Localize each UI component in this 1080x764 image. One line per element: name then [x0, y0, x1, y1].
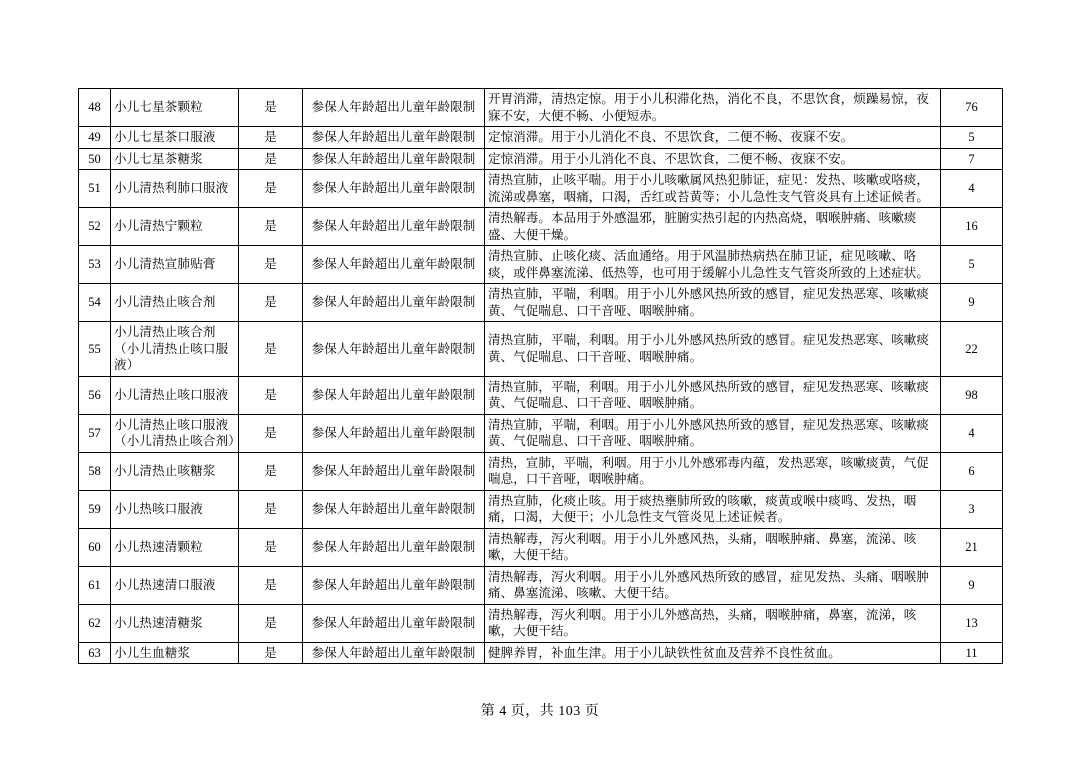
- indication-text: 清热解毒，泻火利咽。用于小儿外感风热所致的感冒，症见发热、头痛、咽喉肿痛、鼻塞流涕、咳嗽、大便干结。: [485, 566, 941, 604]
- restriction-scope: 参保人年龄超出儿童年龄限制: [303, 127, 485, 149]
- indication-text: 清热解毒。本品用于外感温邪，脏腑实热引起的内热高烧，咽喉肿痛、咳嗽痰盛、大便干燥。: [485, 208, 941, 246]
- restriction-scope: 参保人年龄超出儿童年龄限制: [303, 148, 485, 170]
- drug-name: 小儿清热止咳合剂: [111, 284, 239, 322]
- indication-text: 清热宣肺，化痰止咳。用于痰热壅肺所致的咳嗽，痰黄或喉中痰鸣、发热，咽痛，口渴，大便干；小儿急性支气管炎见上述证候者。: [485, 490, 941, 528]
- count-value: 76: [941, 89, 1003, 127]
- drug-name: 小儿七星茶颗粒: [111, 89, 239, 127]
- restriction-scope: 参保人年龄超出儿童年龄限制: [303, 284, 485, 322]
- indication-text: 开胃消滞，清热定惊。用于小儿积滞化热，消化不良，不思饮食，烦躁易惊，夜寐不安，大便不畅、小便短赤。: [485, 89, 941, 127]
- restriction-flag: 是: [239, 284, 303, 322]
- drug-name: 小儿清热止咳糖浆: [111, 452, 239, 490]
- table-row: [79, 452, 1003, 490]
- table-row: [79, 208, 1003, 246]
- count-value: 5: [941, 246, 1003, 284]
- restriction-flag: 是: [239, 127, 303, 149]
- restriction-scope: 参保人年龄超出儿童年龄限制: [303, 170, 485, 208]
- drug-name: 小儿热咳口服液: [111, 490, 239, 528]
- indication-text: 清热宣肺、止咳化痰、活血通络。用于风温肺热病热在肺卫证，症见咳嗽、咯痰，或伴鼻塞流涕、低热等，也可用于缓解小儿急性支气管炎所致的上述症状。: [485, 246, 941, 284]
- count-value: 9: [941, 566, 1003, 604]
- table-row: [79, 89, 1003, 127]
- drug-table-body: [79, 89, 1003, 664]
- restriction-scope: 参保人年龄超出儿童年龄限制: [303, 89, 485, 127]
- row-number: 49: [79, 127, 111, 149]
- drug-table-container: [78, 88, 1002, 664]
- row-number: 51: [79, 170, 111, 208]
- count-value: 11: [941, 642, 1003, 664]
- restriction-flag: 是: [239, 528, 303, 566]
- indication-text: 清热宣肺，平喘，利咽。用于小儿外感风热所致的感冒。症见发热恶寒、咳嗽痰黄、气促喘息、口干音哑、咽喉肿痛。: [485, 322, 941, 377]
- drug-name: 小儿七星茶口服液: [111, 127, 239, 149]
- indication-text: 清热宣肺，平喘，利咽。用于小儿外感风热所致的感冒，症见发热恶寒、咳嗽痰黄、气促喘息、口干音哑、咽喉肿痛。: [485, 376, 941, 414]
- row-number: 55: [79, 322, 111, 377]
- restriction-flag: 是: [239, 208, 303, 246]
- indication-text: 清热解毒，泻火利咽。用于小儿外感高热，头痛，咽喉肿痛，鼻塞，流涕，咳嗽，大便干结。: [485, 604, 941, 642]
- count-value: 4: [941, 414, 1003, 452]
- restriction-flag: 是: [239, 604, 303, 642]
- drug-name: 小儿清热宣肺贴膏: [111, 246, 239, 284]
- row-number: 53: [79, 246, 111, 284]
- indication-text: 清热宣肺，止咳平喘。用于小儿咳嗽属风热犯肺证，症见：发热、咳嗽或咯痰，流涕或鼻塞，咽痛，口渴，舌红或苔黄等；小儿急性支气管炎具有上述证候者。: [485, 170, 941, 208]
- table-row: [79, 322, 1003, 377]
- indication-text: 清热宣肺，平喘，利咽。用于小儿外感风热所致的感冒，症见发热恶寒、咳嗽痰黄、气促喘息、口干音哑、咽喉肿痛。: [485, 284, 941, 322]
- row-number: 63: [79, 642, 111, 664]
- restriction-flag: 是: [239, 89, 303, 127]
- row-number: 48: [79, 89, 111, 127]
- row-number: 50: [79, 148, 111, 170]
- restriction-flag: 是: [239, 322, 303, 377]
- count-value: 21: [941, 528, 1003, 566]
- count-value: 7: [941, 148, 1003, 170]
- table-row: [79, 528, 1003, 566]
- indication-text: 健脾养胃，补血生津。用于小儿缺铁性贫血及营养不良性贫血。: [485, 642, 941, 664]
- drug-name: 小儿热速清口服液: [111, 566, 239, 604]
- table-row: [79, 414, 1003, 452]
- restriction-flag: 是: [239, 246, 303, 284]
- indication-text: 定惊消滞。用于小儿消化不良、不思饮食，二便不畅、夜寐不安。: [485, 148, 941, 170]
- restriction-flag: 是: [239, 414, 303, 452]
- row-number: 57: [79, 414, 111, 452]
- row-number: 54: [79, 284, 111, 322]
- drug-name: 小儿清热止咳口服液（小儿清热止咳合剂）: [111, 414, 239, 452]
- indication-text: 清热宣肺，平喘，利咽。用于小儿外感风热所致的感冒，症见发热恶寒、咳嗽痰黄、气促喘息、口干音哑、咽喉肿痛。: [485, 414, 941, 452]
- count-value: 9: [941, 284, 1003, 322]
- restriction-scope: 参保人年龄超出儿童年龄限制: [303, 376, 485, 414]
- restriction-scope: 参保人年龄超出儿童年龄限制: [303, 246, 485, 284]
- table-row: [79, 246, 1003, 284]
- restriction-flag: 是: [239, 452, 303, 490]
- drug-name: 小儿清热利肺口服液: [111, 170, 239, 208]
- count-value: 6: [941, 452, 1003, 490]
- drug-name: 小儿清热止咳口服液: [111, 376, 239, 414]
- page-footer: 第 4 页，共 103 页: [480, 704, 600, 719]
- table-row: [79, 376, 1003, 414]
- restriction-scope: 参保人年龄超出儿童年龄限制: [303, 208, 485, 246]
- restriction-flag: 是: [239, 642, 303, 664]
- restriction-scope: 参保人年龄超出儿童年龄限制: [303, 490, 485, 528]
- restriction-scope: 参保人年龄超出儿童年龄限制: [303, 528, 485, 566]
- drug-name: 小儿清热宁颗粒: [111, 208, 239, 246]
- restriction-flag: 是: [239, 148, 303, 170]
- restriction-scope: 参保人年龄超出儿童年龄限制: [303, 604, 485, 642]
- drug-name: 小儿清热止咳合剂（小儿清热止咳口服液）: [111, 322, 239, 377]
- restriction-scope: 参保人年龄超出儿童年龄限制: [303, 566, 485, 604]
- table-row: [79, 642, 1003, 664]
- restriction-scope: 参保人年龄超出儿童年龄限制: [303, 414, 485, 452]
- restriction-flag: 是: [239, 566, 303, 604]
- count-value: 98: [941, 376, 1003, 414]
- table-row: [79, 284, 1003, 322]
- table-row: [79, 148, 1003, 170]
- count-value: 3: [941, 490, 1003, 528]
- row-number: 59: [79, 490, 111, 528]
- indication-text: 清热解毒，泻火利咽。用于小儿外感风热，头痛，咽喉肿痛、鼻塞，流涕、咳嗽，大便干结。: [485, 528, 941, 566]
- restriction-scope: 参保人年龄超出儿童年龄限制: [303, 642, 485, 664]
- restriction-scope: 参保人年龄超出儿童年龄限制: [303, 322, 485, 377]
- restriction-flag: 是: [239, 376, 303, 414]
- count-value: 22: [941, 322, 1003, 377]
- row-number: 61: [79, 566, 111, 604]
- row-number: 58: [79, 452, 111, 490]
- drug-table: [78, 88, 1003, 664]
- drug-name: 小儿热速清糖浆: [111, 604, 239, 642]
- restriction-scope: 参保人年龄超出儿童年龄限制: [303, 452, 485, 490]
- row-number: 60: [79, 528, 111, 566]
- indication-text: 清热，宣肺，平喘，利咽。用于小儿外感邪毒内蕴，发热恶寒，咳嗽痰黄，气促喘息，口干音哑，咽喉肿痛。: [485, 452, 941, 490]
- table-row: [79, 490, 1003, 528]
- row-number: 56: [79, 376, 111, 414]
- drug-name: 小儿生血糖浆: [111, 642, 239, 664]
- indication-text: 定惊消滞。用于小儿消化不良、不思饮食，二便不畅、夜寐不安。: [485, 127, 941, 149]
- table-row: [79, 566, 1003, 604]
- count-value: 4: [941, 170, 1003, 208]
- restriction-flag: 是: [239, 170, 303, 208]
- drug-name: 小儿七星茶糖浆: [111, 148, 239, 170]
- restriction-flag: 是: [239, 490, 303, 528]
- count-value: 16: [941, 208, 1003, 246]
- table-row: [79, 604, 1003, 642]
- count-value: 5: [941, 127, 1003, 149]
- count-value: 13: [941, 604, 1003, 642]
- table-row: [79, 170, 1003, 208]
- row-number: 62: [79, 604, 111, 642]
- row-number: 52: [79, 208, 111, 246]
- drug-name: 小儿热速清颗粒: [111, 528, 239, 566]
- table-row: [79, 127, 1003, 149]
